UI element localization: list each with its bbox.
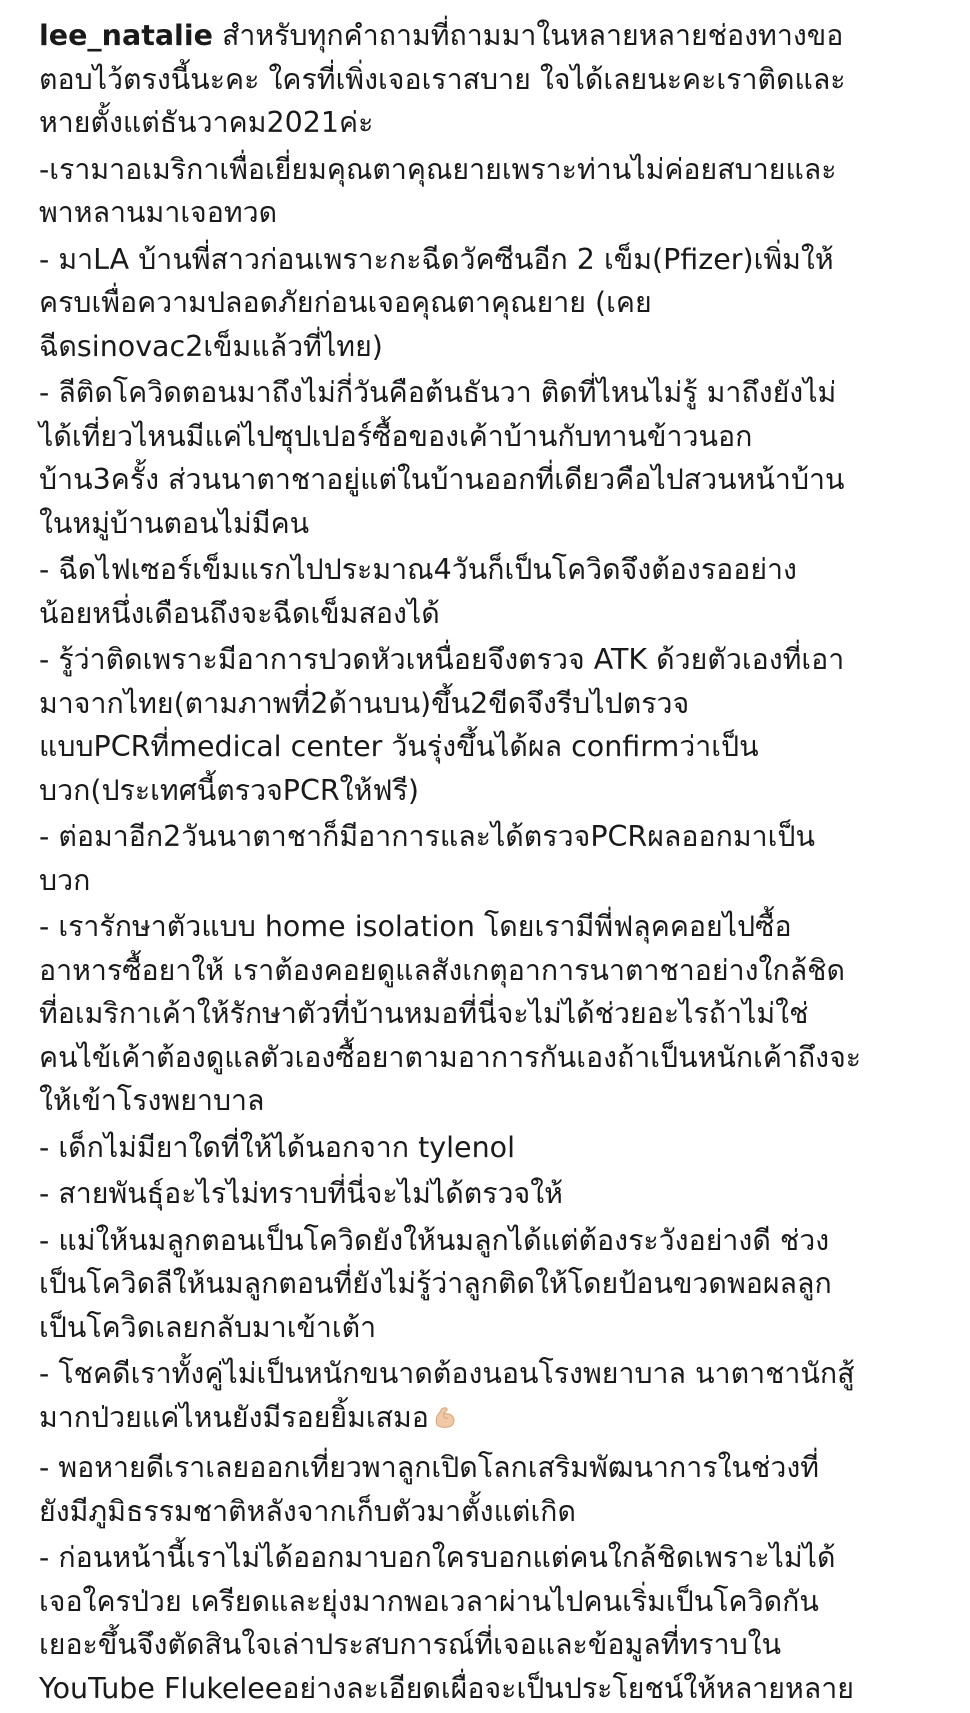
caption-paragraph-7: - เรารักษาตัวแบบ home isolation โดยเรามีพี่ฟลุคคอยไปซื้อ อาหารซื้อยาให้ เราต้องคอยดูแลสังเกตุอาการนาตาชาอย่างใกล้ชิด ที่อเมริกาเค้าให้รักษาตัวที่บ้านหมอที่นี่จะไม่ได้ช่วยอะไรถ้าไม่ใช่ คนไข้เค้าต้องดูแลตัวเองซื้อยาตามอาการกันเองถ้าเป็นหนักเค้าถึงจะ ให้เข้าโรงพยาบาล — [39, 910, 862, 1117]
caption-paragraph-6: - ต่อมาอีก2วันนาตาชาก็มีอาการและได้ตรวจPCRผลออกมาเป็น บวก — [39, 820, 815, 897]
caption-paragraph-8: - เด็กไม่มียาใดที่ให้ได้นอกจาก tylenol — [39, 1130, 515, 1164]
intro-text: สำหรับทุกคำถามที่ถามมาในหลายหลายช่องทางขอ ตอบไว้ตรงนี้นะคะ ใครที่เพิ่งเจอเราสบาย ใจได้เลยนะคะเราติดและ หายตั้งแต่ธันวาคม2021ค่ะ — [39, 19, 846, 139]
caption-paragraph-4: - ฉีดไฟเซอร์เข็มแรกไปประมาณ4วันก็เป็นโควิดจึงต้องรออย่าง น้อยหนึ่งเดือนถึงจะฉีดเข็มสองได้ — [39, 553, 797, 630]
caption-intro — [39, 14, 939, 145]
caption-paragraph-9: - สายพันธุ์อะไรไม่ทราบที่นี่จะไม่ได้ตรวจให้ — [39, 1177, 563, 1210]
caption-paragraph-11 — [39, 1352, 939, 1443]
caption-paragraph-12: - พอหายดีเราเลยออกเที่ยวพาลูกเปิดโลกเสริมพัฒนาการในช่วงที่ ยังมีภูมิธรรมชาติหลังจากเก็บตัวมาตั้งแต่เกิด — [39, 1451, 820, 1528]
caption-paragraph-2: - มาLA บ้านพี่สาวก่อนเพราะกะฉีดวัคซีนอีก 2 เข็ม(Pfizer)เพิ่มให้ ครบเพื่อความปลอดภัยก่อนเจอคุณตาคุณยาย (เคย ฉีดsinovac2เข็มแล้วที่ไทย) — [39, 242, 834, 363]
username[interactable]: lee_natalie — [39, 19, 213, 52]
caption-paragraph-10: - แม่ให้นมลูกตอนเป็นโควิดยังให้นมลูกได้แต่ต้องระวังอย่างดี ช่วง เป็นโควิดลีให้นมลูกตอนที่ยังไม่รู้ว่าลูกติดให้โดยป้อนขวดพอผลลูก เป็นโควิดเลยกลับมาเข้าเต้า — [39, 1223, 832, 1344]
caption-paragraph-13: - ก่อนหน้านี้เราไม่ได้ออกมาบอกใครบอกแต่คนใกล้ชิดเพราะไม่ได้ เจอใครป่วย เครียดและยุ่งมากพอเวลาผ่านไปคนเริ่มเป็นโควิดกัน เยอะขึ้นจึงตัดสินใจเล่าประสบการณ์ที่เจอและข้อมูลที่ทราบใน YouTube Flukeleeอย่างละเอียดเผื่อจะเป็นประโยชน์ให้หลายหลาย — [39, 1541, 854, 1705]
caption-paragraph-1: -เรามาอเมริกาเพื่อเยี่ยมคุณตาคุณยายเพราะท่านไม่ค่อยสบายและ พาหลานมาเจอทวด — [39, 152, 837, 229]
flexed-biceps-icon — [431, 1400, 459, 1444]
caption-paragraph-3: - ลีติดโควิดตอนมาถึงไม่กี่วันคือต้นธันวา ติดที่ไหนไม่รู้ มาถึงยังไม่ ได้เที่ยวไหนมีแค่ไปซุปเปอร์ซื้อของเค้าบ้านกับทานข้าวนอก บ้าน3ครั้ง ส่วนนาตาชาอยู่แต่ในบ้านออกที่เดียวคือไปสวนหน้าบ้าน ในหมู่บ้านตอนไม่มีคน — [39, 376, 845, 540]
post-caption — [39, 14, 939, 1713]
paragraph-11-text: - โชคดีเราทั้งคู่ไม่เป็นหนักขนาดต้องนอนโรงพยาบาล นาตาชานักสู้ มากป่วยแค่ไหนยังมีรอยยิ้มเสมอ — [39, 1357, 855, 1434]
caption-paragraph-5: - รู้ว่าติดเพราะมีอาการปวดหัวเหนื่อยจึงตรวจ ATK ด้วยตัวเองที่เอา มาจากไทย(ตามภาพที่2ด้านบน)ขึ้น2ขีดจึงรีบไปตรวจ แบบPCRที่medical center วันรุ่งขึ้นได้ผล confirmว่าเป็น บวก(ประเทศนี้ตรวจPCRให้ฟรี) — [39, 643, 845, 807]
